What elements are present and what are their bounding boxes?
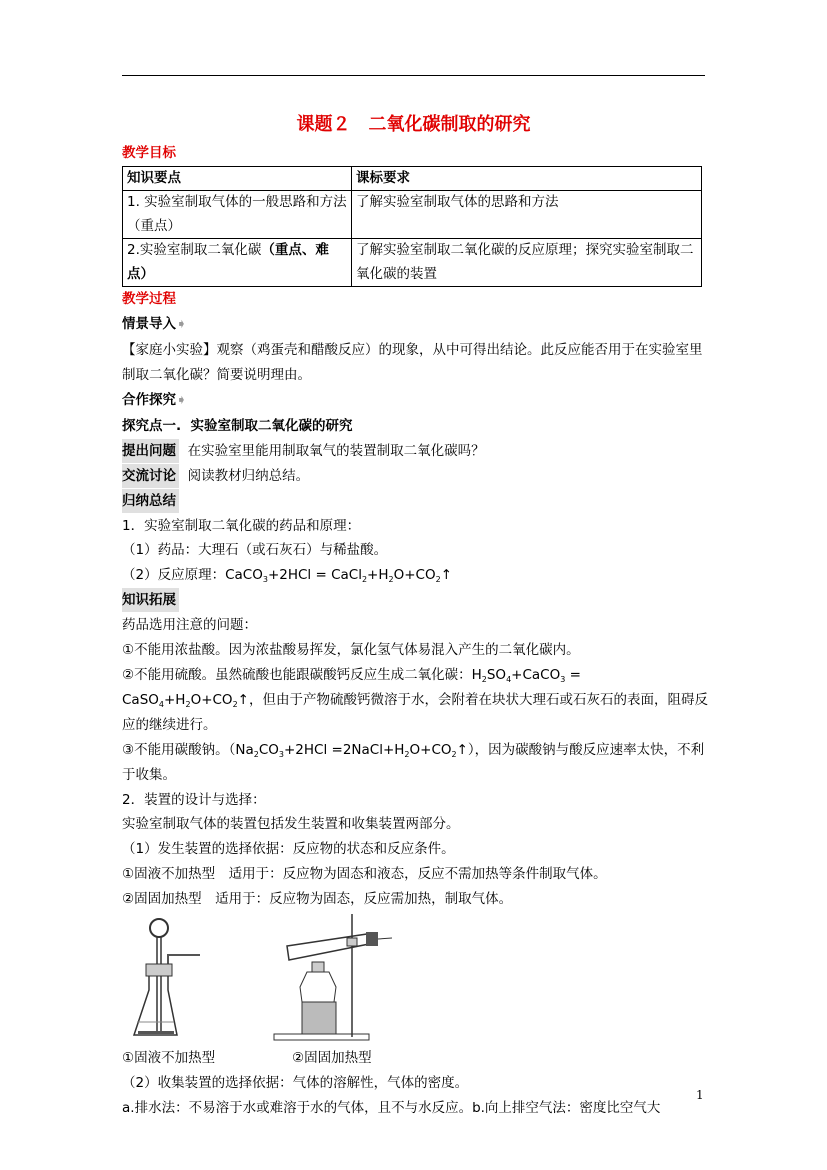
formula-subscript: 2 [388,575,394,585]
formula-text: H [471,667,482,683]
cell-text: 2.实验室制取二氧化碳 [127,242,262,259]
document-body [122,141,712,1121]
section-2a-2: ②固固加热型 适用于：反应物为固态，反应需加热，制取气体。 [122,891,513,908]
section-2b: （2）收集装置的选择依据：气体的溶解性，气体的密度。 [122,1075,469,1092]
table-cell: 了解实验室制取气体的思路和方法 [352,191,702,239]
notes-intro: 药品选用注意的问题： [122,617,257,634]
summary-item-1b [122,563,712,588]
heading-text: 合作探究 [122,392,176,409]
fig1-caption: ①固液不加热型 [122,1050,216,1067]
heating-apparatus-image [272,912,392,1042]
question-line [122,439,712,464]
section-2a-1: ①固液不加热型 适用于：反应物为固态和液态，反应不需加热等条件制取气体。 [122,866,607,883]
header-rule [122,75,705,76]
item-label: （2）反应原理： [122,567,226,584]
arrow-icon: ➧ [176,317,187,333]
table-header: 课标要求 [352,166,702,191]
question-label: 提出问题 [122,439,179,463]
formula-subscript: 2 [451,749,457,759]
summary-item-1: 1．实验室制取二氧化碳的药品和原理： [122,517,361,534]
extension-heading: 知识拓展 [122,588,179,612]
formula-subscript: 4 [506,675,512,684]
table-cell [123,191,352,239]
formula-text: +H [164,691,186,708]
note-text: ），因为碳酸钠与酸反应速率太快，不利于收集。 [122,741,705,783]
coop-heading [122,388,712,414]
intro-heading [122,312,712,338]
cell-text: 1. 实验室制取气体的一般思路和方法（重点） [127,194,347,234]
section-2-text: 实验室制取气体的装置包括发生装置和收集装置两部分。 [122,816,460,833]
formula-text: CaCO [225,567,263,584]
page-number: 1 [696,1088,704,1102]
arrow-icon: ➧ [176,393,187,409]
formula-text: +H [367,567,389,584]
table-header: 知识要点 [123,166,352,191]
formula-text: +2HCl =2NaCl+H [283,741,405,758]
page-title: 课题２ 二氧化碳制取的研究 [296,114,531,135]
formula-text: O+CO [393,567,436,584]
note-3 [122,738,712,788]
process-heading: 教学过程 [122,291,176,308]
table-row [123,191,702,239]
formula-text: = CaSO [122,667,581,708]
point-title: 实验室制取二氧化碳的研究 [190,417,353,434]
formula-text: SO [486,667,507,683]
formula-subscript: 2 [185,699,191,709]
formula-subscript: 2 [232,699,238,709]
formula-subscript: 2 [404,749,410,759]
note-text: ③不能用碳酸钠。（ [122,741,236,758]
table-cell [123,239,352,287]
formula-subscript: 3 [278,749,284,759]
formula-subscript: 2 [253,749,259,759]
summary-item-1a: （1）药品：大理石（或石灰石）与稀盐酸。 [122,542,388,559]
formula-subscript: 3 [560,675,566,684]
figure-captions [122,1046,712,1071]
note-1: ①不能用浓盐酸。因为浓盐酸易挥发，氯化氢气体易混入产生的二氧化碳内。 [122,642,580,659]
apparatus-figures [122,912,712,1046]
goals-heading: 教学目标 [122,145,176,161]
intro-text: 【家庭小实验】观察（鸡蛋壳和醋酸反应）的现象，从中可得出结论。此反应能否用于在实验室里制取二氧化碳？简要说明理由。 [122,342,703,384]
note-2 [122,663,712,738]
formula-subscript: 2 [481,675,487,684]
table-row [123,239,702,287]
cell-emphasis: （重点、难点） [127,242,329,282]
note-text: ②不能用硫酸。虽然硫酸也能跟碳酸钙反应生成二氧化碳： [122,667,472,683]
discuss-text: 阅读教材归纳总结。 [187,467,310,484]
formula-text: O+CO [409,741,452,758]
formula-text: CO [258,741,279,758]
section-2b-text: a.排水法：不易溶于水或难溶于水的气体，且不与水反应。b.向上排空气法：密度比空气大 [122,1099,661,1116]
formula-subscript: 3 [262,575,268,585]
reaction-formula [235,742,468,758]
section-2: 2．装置的设计与选择： [122,791,266,808]
note-text: ，但由于产物硫酸钙微溶于水，会附着在块状大理石或石灰石的表面，阻碍反应的继续进行。 [122,691,708,733]
section-2a: （1）发生装置的选择依据：反应物的状态和反应条件。 [122,841,455,858]
formula-subscript: 2 [361,575,368,585]
discuss-label: 交流讨论 [122,464,179,488]
fig2-caption: ②固固加热型 [292,1050,372,1067]
heading-text: 情景导入 [122,316,176,333]
flask-apparatus-image [132,912,202,1042]
discuss-line [122,464,712,489]
formula-text: +2HCl = CaCl [267,567,362,584]
point1-heading [122,414,712,439]
formula-text: Na [235,741,254,758]
formula-text: O+CO [190,691,233,708]
formula-text: +CaCO [511,667,561,683]
question-text: 在实验室里能用制取氧气的装置制取二氧化碳吗？ [187,442,485,459]
summary-heading: 归纳总结 [122,489,179,513]
formula-text: ↑ [237,691,249,708]
point-label: 探究点一. [122,417,182,434]
formula-subscript: 2 [435,575,441,585]
reaction-formula [225,567,452,583]
formula-text: ↑ [456,741,468,758]
formula-subscript: 4 [158,699,164,709]
goals-table [122,166,702,288]
table-header-row [123,166,702,191]
formula-text: ↑ [440,567,453,584]
table-cell: 了解实验室制取二氧化碳的反应原理；探究实验室制取二氧化碳的装置 [352,239,702,287]
